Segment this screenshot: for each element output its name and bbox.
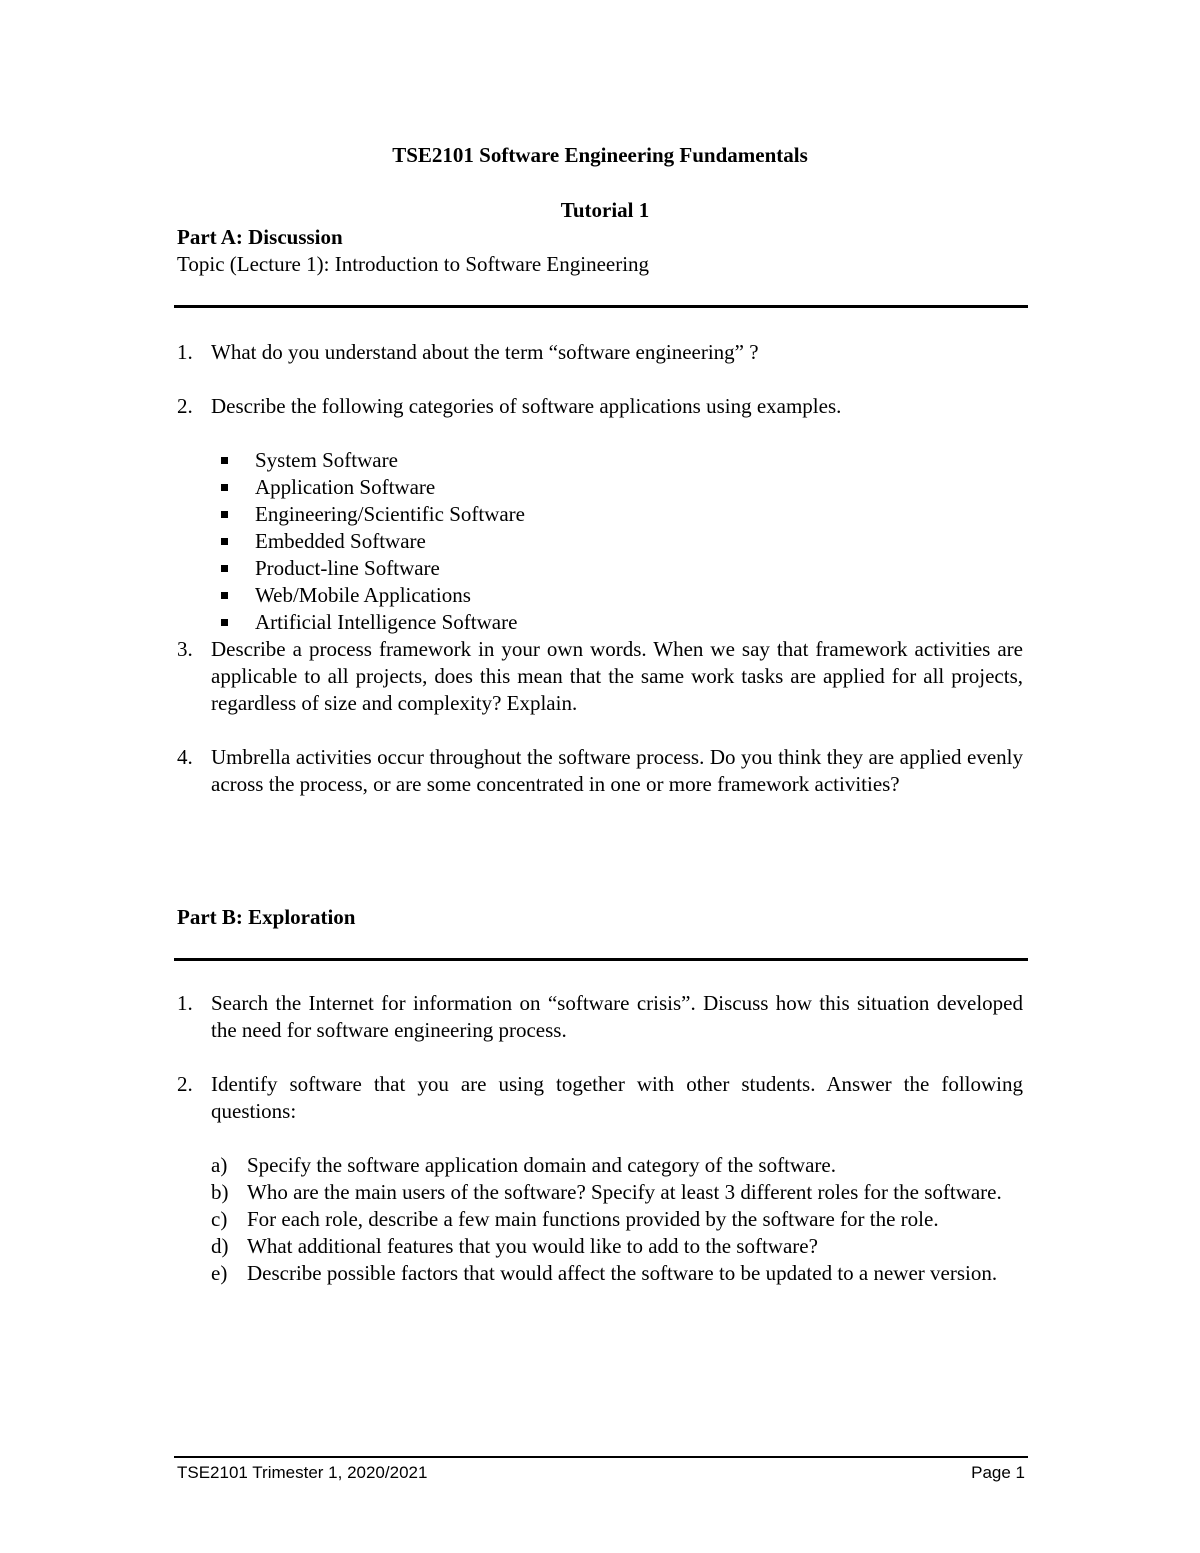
question-a3 bbox=[177, 636, 1023, 717]
category-label: Artificial Intelligence Software bbox=[255, 610, 518, 634]
question-text: Describe a process framework in your own words. When we say that framework activities are applicable to all projects, does this mean that the same work tasks are applied for all projects, regardless of size and complexity? Explain. bbox=[211, 637, 1023, 715]
list-item bbox=[211, 501, 1023, 528]
question-text: Search the Internet for information on “software crisis”. Discuss how this situation developed the need for software engineering process. bbox=[211, 991, 1023, 1042]
question-number: 1. bbox=[177, 340, 193, 364]
part-b-heading: Part B: Exploration bbox=[177, 905, 356, 929]
category-label: Application Software bbox=[255, 475, 436, 499]
part-b-questions bbox=[177, 990, 1023, 1287]
sub-question-text: For each role, describe a few main functions provided by the software for the role. bbox=[247, 1207, 939, 1231]
category-label: Engineering/Scientific Software bbox=[255, 502, 525, 526]
category-label: Product-line Software bbox=[255, 556, 440, 580]
sub-question-text: Specify the software application domain and category of the software. bbox=[247, 1153, 836, 1177]
question-text: Identify software that you are using together with other students. Answer the following questions: bbox=[211, 1072, 1023, 1123]
category-list bbox=[211, 447, 1023, 636]
category-label: Embedded Software bbox=[255, 529, 426, 553]
list-item bbox=[211, 1152, 1023, 1179]
question-b1 bbox=[177, 990, 1023, 1044]
bullet-icon bbox=[211, 609, 255, 636]
question-number: 2. bbox=[177, 394, 193, 418]
bullet-icon bbox=[211, 501, 255, 528]
page-number: Page 1 bbox=[971, 1463, 1025, 1482]
category-label: Web/Mobile Applications bbox=[255, 583, 471, 607]
footer-course-term: TSE2101 Trimester 1, 2020/2021 bbox=[177, 1463, 428, 1482]
topic-line: Topic (Lecture 1): Introduction to Software Engineering bbox=[177, 252, 650, 276]
section-divider-b bbox=[174, 958, 1028, 961]
bullet-icon bbox=[211, 582, 255, 609]
question-number: 4. bbox=[177, 745, 193, 769]
bullet-icon bbox=[211, 474, 255, 501]
sub-question-text: Who are the main users of the software? Specify at least 3 different roles for the software. bbox=[247, 1180, 1002, 1204]
document-title: TSE2101 Software Engineering Fundamentals bbox=[392, 143, 808, 167]
sub-question-letter: e) bbox=[211, 1261, 228, 1285]
bullet-icon bbox=[211, 528, 255, 555]
question-number: 2. bbox=[177, 1072, 193, 1096]
question-b2 bbox=[177, 1071, 1023, 1125]
sub-question-text: Describe possible factors that would affect the software to be updated to a newer version. bbox=[247, 1261, 998, 1285]
list-item bbox=[211, 1260, 1023, 1287]
bullet-icon bbox=[211, 555, 255, 582]
part-a-questions bbox=[177, 339, 1023, 798]
footer-divider bbox=[174, 1456, 1028, 1458]
question-text: Umbrella activities occur throughout the software process. Do you think they are applied evenly across the process, or are some concentrated in one or more framework activities? bbox=[211, 745, 1023, 796]
list-item bbox=[211, 555, 1023, 582]
part-a-heading: Part A: Discussion bbox=[177, 225, 343, 249]
question-number: 1. bbox=[177, 991, 193, 1015]
sub-question-letter: d) bbox=[211, 1234, 229, 1258]
question-text: What do you understand about the term “software engineering” ? bbox=[211, 340, 759, 364]
list-item bbox=[211, 474, 1023, 501]
sub-question-letter: a) bbox=[211, 1153, 228, 1177]
question-number: 3. bbox=[177, 637, 193, 661]
section-divider-a bbox=[174, 305, 1028, 308]
question-text: Describe the following categories of software applications using examples. bbox=[211, 394, 842, 418]
sub-question-text: What additional features that you would like to add to the software? bbox=[247, 1234, 818, 1258]
list-item bbox=[211, 1233, 1023, 1260]
tutorial-title: Tutorial 1 bbox=[560, 198, 650, 222]
sub-question-letter: c) bbox=[211, 1207, 228, 1231]
question-a2 bbox=[177, 393, 1023, 420]
list-item bbox=[211, 582, 1023, 609]
list-item bbox=[211, 447, 1023, 474]
page-footer bbox=[177, 1462, 1025, 1484]
list-item bbox=[211, 1179, 1023, 1206]
bullet-icon bbox=[211, 447, 255, 474]
category-label: System Software bbox=[255, 448, 398, 472]
list-item bbox=[211, 1206, 1023, 1233]
question-a1 bbox=[177, 339, 1023, 366]
sub-question-list bbox=[211, 1152, 1023, 1287]
sub-question-letter: b) bbox=[211, 1180, 229, 1204]
list-item bbox=[211, 528, 1023, 555]
question-a4 bbox=[177, 744, 1023, 798]
list-item bbox=[211, 609, 1023, 636]
